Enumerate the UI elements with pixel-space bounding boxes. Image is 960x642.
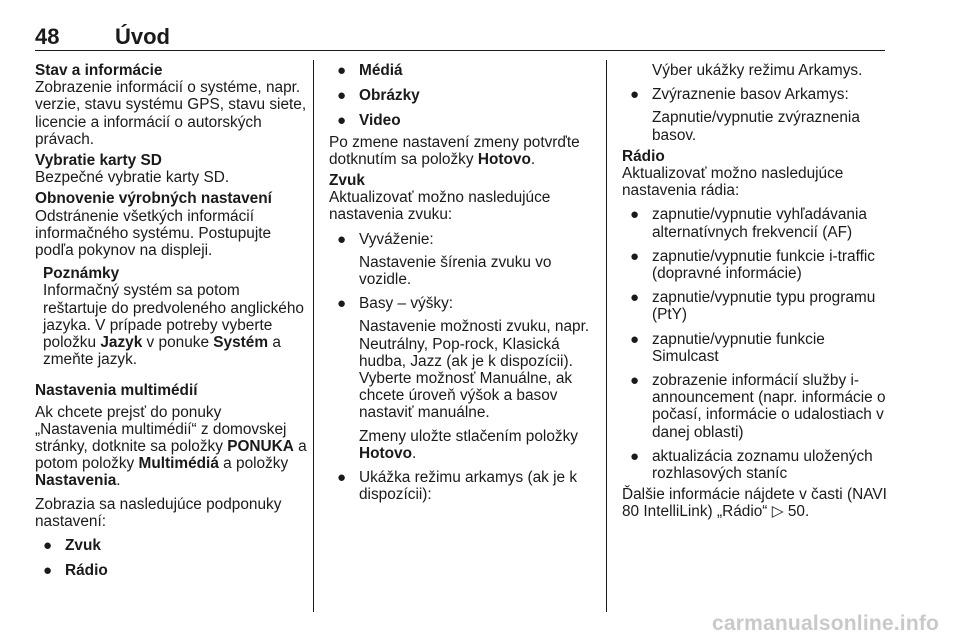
list-item: ● zapnutie/vypnutie funkcie Simulcast <box>630 330 825 365</box>
bullet-icon: ● <box>630 372 640 390</box>
bullet-icon: ● <box>630 206 640 224</box>
note-box <box>35 265 307 368</box>
bullet-icon: ● <box>337 469 347 487</box>
bullet-icon: ● <box>630 330 640 348</box>
bullet-icon: ● <box>337 112 347 130</box>
column-divider-1 <box>313 60 314 612</box>
column-1 <box>35 62 307 579</box>
list-item: ● aktualizácia zoznamu uložených rozhlasových staníc <box>630 447 873 483</box>
bullet-icon: ● <box>630 86 640 104</box>
submenu-list-continued <box>329 62 601 130</box>
section-text-sd: Bezpečné vybratie karty SD. <box>35 169 230 187</box>
list-item: ● Zvuk <box>43 537 101 555</box>
bullet-icon: ● <box>43 537 53 555</box>
section-text-stav: Zobrazenie informácií o systéme, napr. verzie, stavu systému GPS, stavu siete, licencie a informácií o autorských právach. <box>35 79 307 148</box>
section-heading-reset: Obnovenie výrobných nastavení <box>35 190 272 208</box>
list-item: ● zapnutie/vypnutie typu programu (PtY) <box>630 289 876 324</box>
bullet-icon: ● <box>337 87 347 105</box>
list-item-detail: Výber ukážky režimu Arkamys. <box>652 62 863 79</box>
list-item-detail: Nastavenie možnosti zvuku, napr. Neutrálny, Pop-rock, Klasická hudba, Jazz (ak je k dispozícii). Vyberte možnosť Manuálne, ak chcete úroveň výšok a basov nastaviť manuálne. <box>359 318 590 422</box>
section-text-multimedia: Ak chcete prejsť do ponuky „Nastavenia multimédií“ z domovskej stránky, dotknite sa položky PONUKA a potom položky Multimédiá a položky Nastavenia. <box>35 403 307 490</box>
column-3 <box>622 62 890 521</box>
list-item: ● Rádio <box>43 562 108 580</box>
submenu-intro: Zobrazia sa nasledujúce podponuky nastavení: <box>35 495 282 530</box>
bullet-icon: ● <box>337 62 347 79</box>
page-title: Úvod <box>115 24 170 49</box>
section-text-reset: Odstránenie všetkých informácií informačného systému. Postupujte podľa pokynov na displeji. <box>35 207 272 260</box>
section-heading-radio: Rádio <box>622 147 665 165</box>
bullet-icon: ● <box>630 247 640 265</box>
note-text: Informačný systém sa potom reštartuje do predvoleného anglického jazyka. V prípade potreby vyberte položku Jazyk v ponuke Systém a zmeňte jazyk. <box>43 282 304 369</box>
bullet-icon: ● <box>337 295 347 313</box>
submenu-list <box>35 537 307 579</box>
list-item: ● Zvýraznenie basov Arkamys: <box>630 86 849 104</box>
zvuk-list-2 <box>329 295 601 312</box>
page-number: 48 <box>35 24 60 49</box>
header-rule <box>35 50 885 51</box>
list-item: ● zobrazenie informácií služby i-announcement (napr. informácie o počasí, informácie o udalostiach v danej oblasti) <box>630 372 886 441</box>
list-item-detail: Zapnutie/vypnutie zvýraznenia basov. <box>652 109 860 144</box>
zvuk-list-3 <box>329 469 601 503</box>
list-item-detail: Nastavenie šírenia zvuku vo vozidle. <box>359 253 552 289</box>
page-reference-icon: ▷ <box>771 503 784 521</box>
bullet-icon: ● <box>337 230 347 248</box>
list-item: ● zapnutie/vypnutie funkcie i-traffic (dopravné informácie) <box>630 247 875 283</box>
list-item: ● zapnutie/vypnutie vyhľadávania alternatívnych frekvencií (AF) <box>630 206 867 241</box>
list-item: ● Médiá <box>337 62 403 79</box>
note-heading: Poznámky <box>43 265 120 283</box>
list-item: ● Vyváženie: <box>337 230 434 248</box>
section-heading-multimedia: Nastavenia multimédií <box>35 382 198 400</box>
section-text-zvuk: Aktualizovať možno nasledujúce nastavenia zvuku: <box>329 189 551 224</box>
list-item: ● Ukážka režimu arkamys (ak je k dispozícii): <box>337 469 578 504</box>
bullet-icon: ● <box>630 289 640 307</box>
column-2 <box>329 62 601 503</box>
bullet-icon: ● <box>43 562 53 580</box>
section-text-radio: Aktualizovať možno nasledujúce nastavenia rádia: <box>622 165 844 200</box>
confirm-text: Po zmene nastavení zmeny potvrďte dotknutím sa položky Hotovo. <box>329 133 580 168</box>
radio-list <box>622 206 890 482</box>
list-item-detail: Zmeny uložte stlačením položky Hotovo. <box>359 427 578 462</box>
bullet-icon: ● <box>630 447 640 465</box>
more-info-text: Ďalšie informácie nájdete v časti (NAVI 80 IntelliLink) „Rádio“ ▷ 50. <box>622 486 887 521</box>
list-item: ● Video <box>337 112 401 130</box>
watermark: carmanualsonline.info <box>712 612 940 635</box>
section-heading-zvuk: Zvuk <box>329 172 365 190</box>
page-reference[interactable]: 50. <box>787 503 810 521</box>
list-item: ● Obrázky <box>337 87 420 105</box>
arkamys-list <box>622 86 890 103</box>
list-item: ● Basy – výšky: <box>337 295 454 313</box>
section-heading-sd: Vybratie karty SD <box>35 152 162 170</box>
column-divider-2 <box>606 60 607 612</box>
zvuk-list <box>329 231 601 248</box>
section-heading-stav: Stav a informácie <box>35 62 163 79</box>
